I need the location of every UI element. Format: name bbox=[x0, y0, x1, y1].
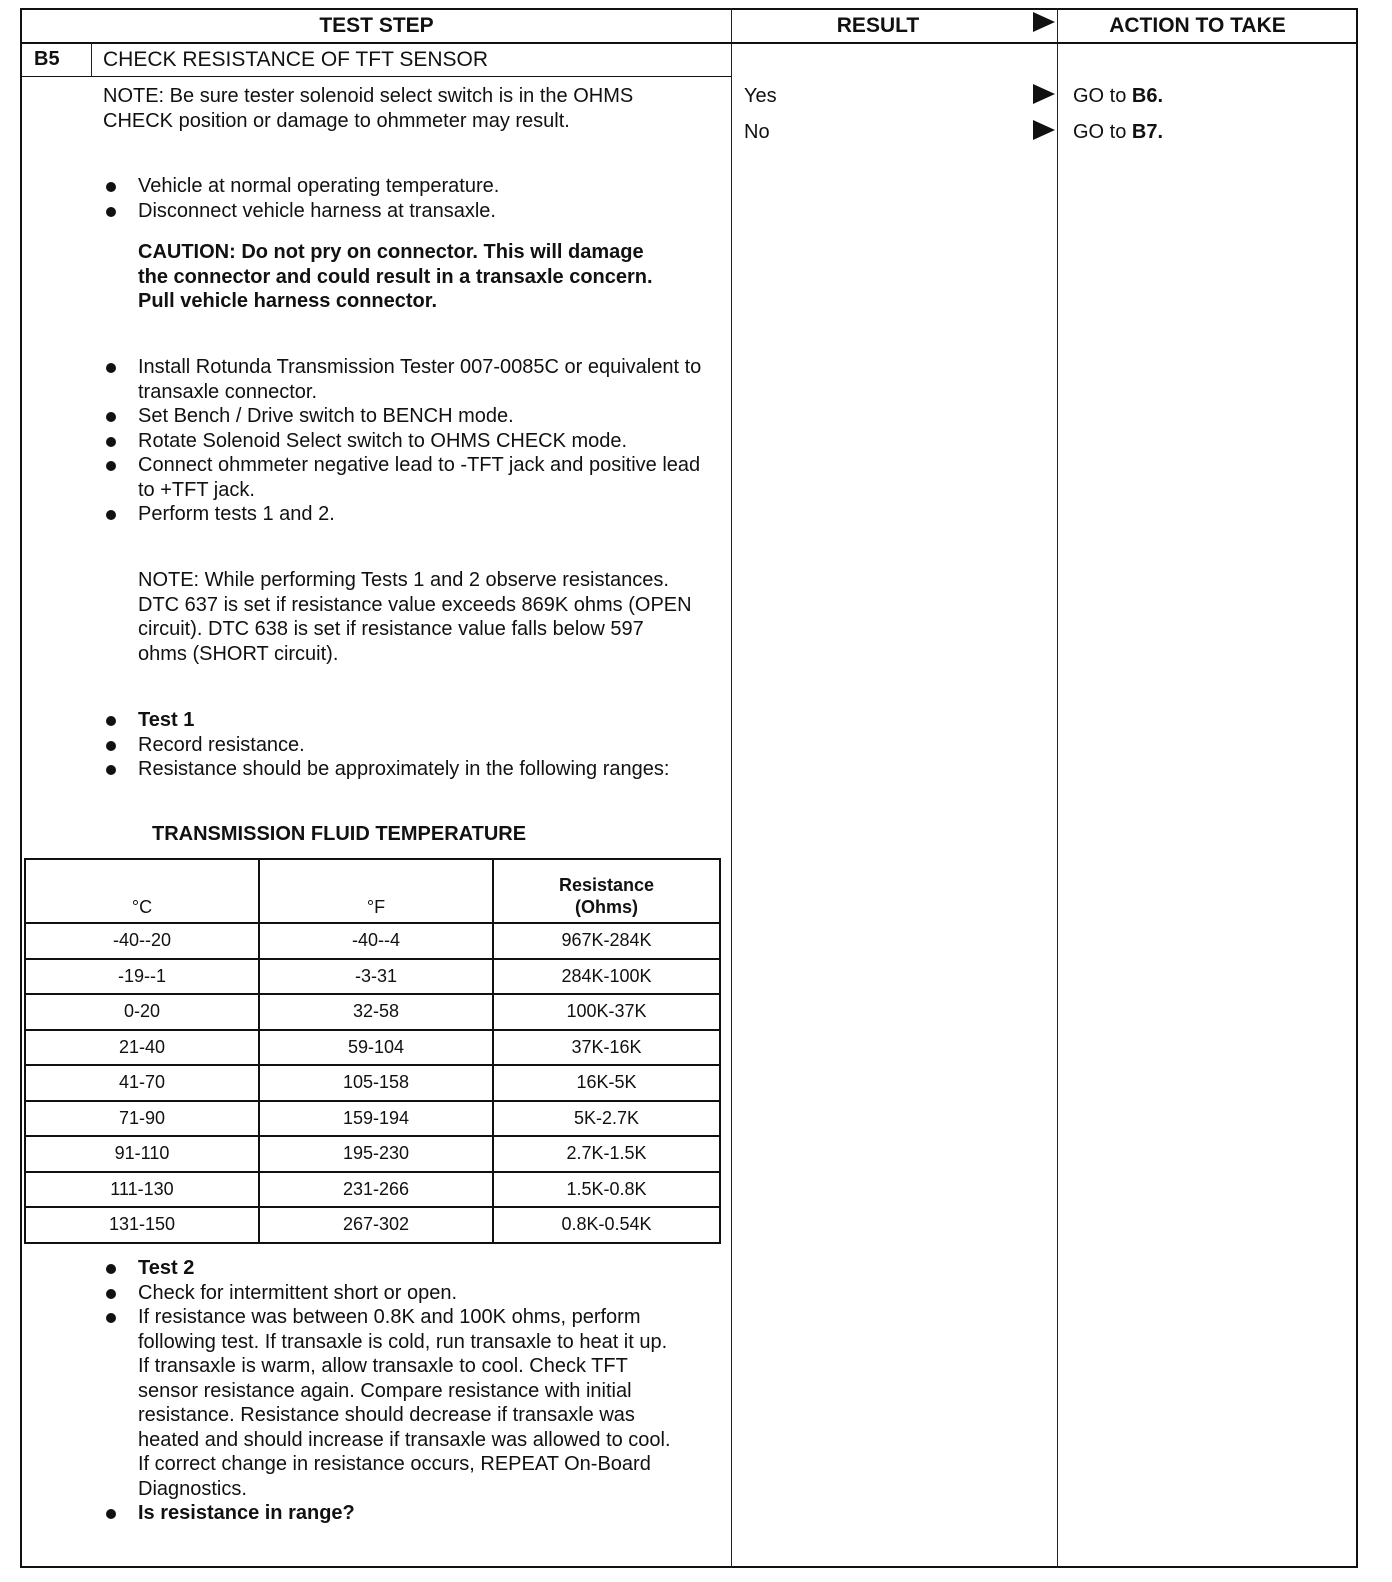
resistance-table bbox=[24, 858, 721, 1244]
table-header-row bbox=[25, 859, 720, 923]
col-resistance-label: Resistance bbox=[558, 875, 655, 895]
table-row bbox=[25, 1172, 720, 1208]
arrow-right-icon bbox=[1033, 12, 1055, 32]
step-id: B5 bbox=[34, 48, 60, 70]
header-divider bbox=[20, 42, 1358, 44]
result-yes: Yes bbox=[744, 85, 777, 107]
table-title: TRANSMISSION FLUID TEMPERATURE bbox=[152, 823, 527, 845]
list-item: Resistance should be approximately in the following ranges: bbox=[103, 757, 703, 782]
step-id-divider bbox=[91, 43, 92, 76]
table-row bbox=[25, 1101, 720, 1137]
column-divider-result bbox=[731, 8, 732, 1568]
col-celsius: °C bbox=[25, 859, 259, 923]
test2-label: Test 2 bbox=[103, 1256, 673, 1281]
col-resistance bbox=[493, 859, 720, 923]
arrow-right-icon bbox=[1033, 84, 1055, 104]
table-row bbox=[25, 1065, 720, 1101]
header-action: ACTION TO TAKE bbox=[1109, 14, 1286, 37]
cell-ohms: 2.7K-1.5K bbox=[493, 1136, 720, 1172]
caution-note: CAUTION: Do not pry on connector. This will damage the connector and could result in a transaxle concern. Pull vehicle harness connector. bbox=[138, 241, 653, 312]
step-title: CHECK RESISTANCE OF TFT SENSOR bbox=[103, 48, 489, 71]
column-divider-action bbox=[1057, 8, 1058, 1568]
cell-c: 21-40 bbox=[25, 1030, 259, 1066]
cell-f: 32-58 bbox=[259, 994, 493, 1030]
cell-ohms: 967K-284K bbox=[493, 923, 720, 959]
note-dtc: NOTE: While performing Tests 1 and 2 observe resistances. DTC 637 is set if resistance value exceeds 869K ohms (OPEN circuit). DTC 638 is set if resistance value falls below 597 ohms (SHORT circuit). bbox=[138, 569, 692, 665]
header-test-step: TEST STEP bbox=[319, 14, 434, 37]
cell-ohms: 1.5K-0.8K bbox=[493, 1172, 720, 1208]
cell-ohms: 0.8K-0.54K bbox=[493, 1207, 720, 1243]
step-title-divider bbox=[20, 76, 731, 77]
cell-ohms: 5K-2.7K bbox=[493, 1101, 720, 1137]
cell-c: 111-130 bbox=[25, 1172, 259, 1208]
test1-label: Test 1 bbox=[103, 708, 703, 733]
question: Is resistance in range? bbox=[103, 1501, 673, 1526]
cell-f: 59-104 bbox=[259, 1030, 493, 1066]
arrow-right-icon bbox=[1033, 120, 1055, 140]
cell-c: 131-150 bbox=[25, 1207, 259, 1243]
result-no: No bbox=[744, 121, 770, 143]
list-item: Install Rotunda Transmission Tester 007-0085C or equivalent to transaxle connector. bbox=[103, 355, 703, 404]
table-row bbox=[25, 959, 720, 995]
table-row bbox=[25, 923, 720, 959]
cell-c: -40--20 bbox=[25, 923, 259, 959]
header-result: RESULT bbox=[836, 14, 920, 37]
col-resistance-unit: (Ohms) bbox=[575, 897, 638, 917]
cell-ohms: 284K-100K bbox=[493, 959, 720, 995]
col-fahrenheit: °F bbox=[259, 859, 493, 923]
action-link-b6[interactable]: B6. bbox=[1131, 85, 1164, 107]
table-row bbox=[25, 1136, 720, 1172]
action-yes[interactable] bbox=[1073, 84, 1163, 109]
cell-ohms: 100K-37K bbox=[493, 994, 720, 1030]
action-no[interactable] bbox=[1073, 120, 1163, 145]
bullet-list-test1 bbox=[103, 708, 703, 782]
table-row bbox=[25, 1030, 720, 1066]
cell-ohms: 37K-16K bbox=[493, 1030, 720, 1066]
table-row bbox=[25, 994, 720, 1030]
cell-ohms: 16K-5K bbox=[493, 1065, 720, 1101]
note-ohms-check: NOTE: Be sure tester solenoid select switch is in the OHMS CHECK position or damage to ohmmeter may result. bbox=[103, 85, 634, 132]
list-item: Perform tests 1 and 2. bbox=[103, 502, 703, 527]
cell-c: 91-110 bbox=[25, 1136, 259, 1172]
cell-c: 71-90 bbox=[25, 1101, 259, 1137]
cell-f: 159-194 bbox=[259, 1101, 493, 1137]
cell-c: 41-70 bbox=[25, 1065, 259, 1101]
cell-f: -3-31 bbox=[259, 959, 493, 995]
action-prefix: GO to bbox=[1073, 85, 1132, 107]
cell-f: 267-302 bbox=[259, 1207, 493, 1243]
action-link-b7[interactable]: B7. bbox=[1131, 121, 1164, 143]
cell-c: -19--1 bbox=[25, 959, 259, 995]
list-item: Rotate Solenoid Select switch to OHMS CHECK mode. bbox=[103, 429, 703, 454]
cell-f: 195-230 bbox=[259, 1136, 493, 1172]
cell-c: 0-20 bbox=[25, 994, 259, 1030]
list-item: Disconnect vehicle harness at transaxle. bbox=[103, 199, 703, 224]
cell-f: 231-266 bbox=[259, 1172, 493, 1208]
bullet-list-test2 bbox=[103, 1256, 673, 1526]
bullet-list-prep bbox=[103, 174, 703, 223]
list-item: Check for intermittent short or open. bbox=[103, 1281, 673, 1306]
bullet-list-setup bbox=[103, 355, 703, 527]
cell-f: -40--4 bbox=[259, 923, 493, 959]
list-item: Set Bench / Drive switch to BENCH mode. bbox=[103, 404, 703, 429]
action-prefix: GO to bbox=[1073, 121, 1132, 143]
list-item: Record resistance. bbox=[103, 733, 703, 758]
list-item: Connect ohmmeter negative lead to -TFT jack and positive lead to +TFT jack. bbox=[103, 453, 703, 502]
list-item: If resistance was between 0.8K and 100K ohms, perform following test. If transaxle is cold, run transaxle to heat it up. If transaxle is warm, allow transaxle to cool. Check TFT sensor resistance again. Compare resistance with initial resistance. Resistance should decrease if transaxle was heated and should increase if transaxle was allowed to cool. If correct change in resistance occurs, REPEAT On-Board Diagnostics. bbox=[103, 1305, 673, 1501]
cell-f: 105-158 bbox=[259, 1065, 493, 1101]
table-row bbox=[25, 1207, 720, 1243]
list-item: Vehicle at normal operating temperature. bbox=[103, 174, 703, 199]
